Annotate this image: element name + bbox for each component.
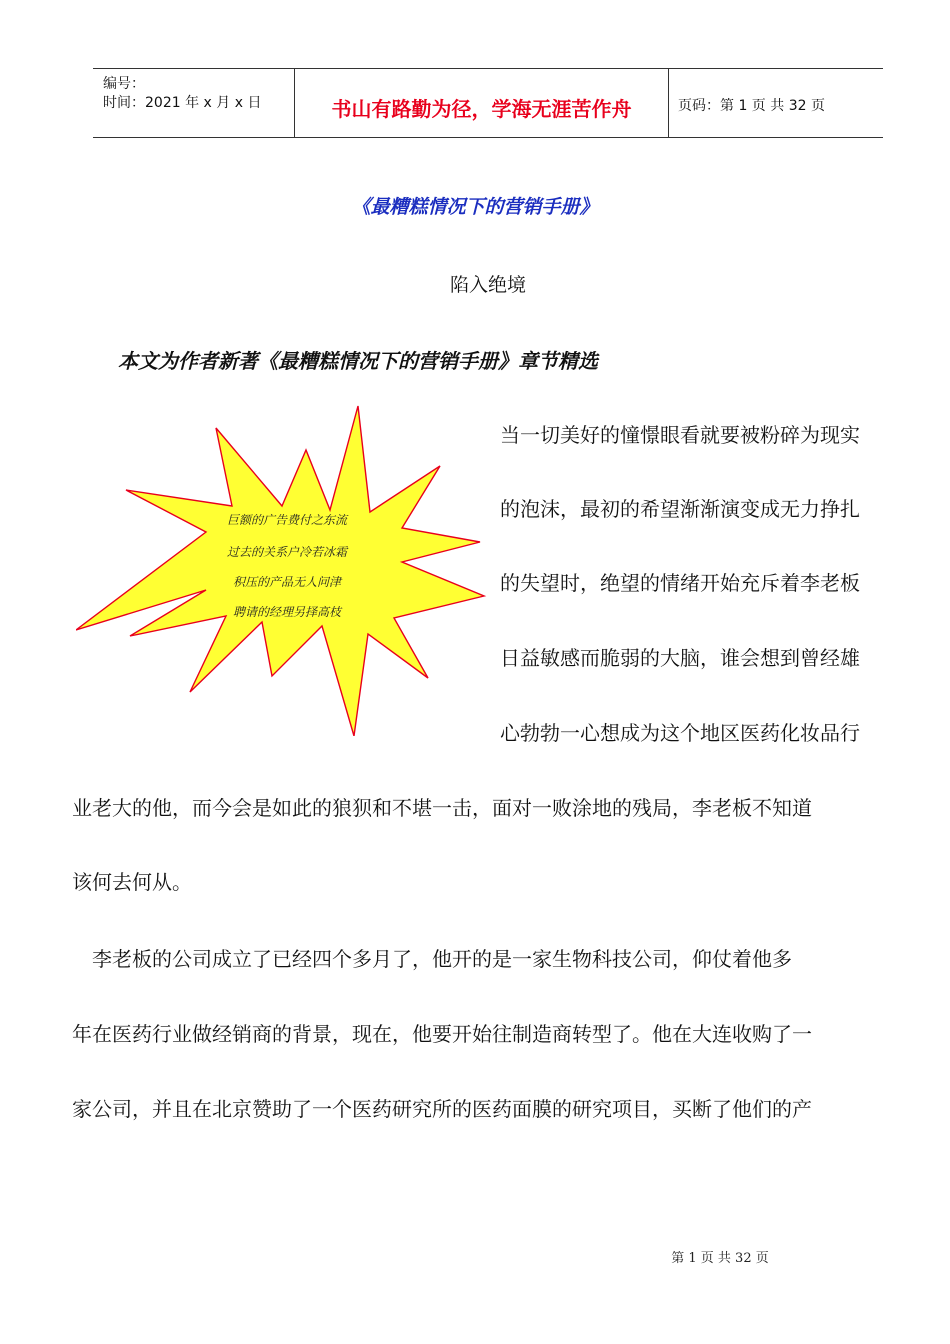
header-motto: 书山有路勤为径，学海无涯苦作舟 <box>331 97 632 121</box>
body-line-6: 业老大的他，而今会是如此的狼狈和不堪一击，面对一败涂地的残局，李老板不知道 <box>72 796 812 820</box>
document-title: 《最糟糕情况下的营销手册》 <box>351 196 599 218</box>
header-info-cell <box>93 69 294 137</box>
starburst-shape <box>76 406 484 736</box>
starburst-line-2: 过去的关系户冷若冰霜 <box>226 545 348 559</box>
footer-page-number: 第 1 页 共 32 页 <box>671 1251 769 1266</box>
body-line-3: 的失望时，绝望的情绪开始充斥着李老板 <box>500 571 860 595</box>
header-table <box>93 68 883 138</box>
lead-line: 本文为作者新著《最糟糕情况下的营销手册》章节精选 <box>118 349 598 373</box>
starburst-callout <box>76 404 494 736</box>
starburst-line-1: 巨额的广告费付之东流 <box>226 513 348 527</box>
body-line-8: 李老板的公司成立了已经四个多月了，他开的是一家生物科技公司，仰仗着他多 <box>72 947 792 971</box>
starburst-line-3: 积压的产品无人问津 <box>232 575 342 589</box>
document-number-label: 编号： <box>103 76 145 92</box>
body-line-5: 心勃勃一心想成为这个地区医药化妆品行 <box>500 721 860 745</box>
starburst-line-4: 聘请的经理另择高枝 <box>232 605 342 619</box>
document-time-label: 时间：2021 年 x 月 x 日 <box>103 95 262 111</box>
body-line-4: 日益敏感而脆弱的大脑，谁会想到曾经雄 <box>500 646 860 670</box>
chapter-subtitle: 陷入绝境 <box>449 274 526 296</box>
header-page-number: 页码：第 1 页 共 32 页 <box>678 98 825 114</box>
body-line-9: 年在医药行业做经销商的背景，现在，他要开始往制造商转型了。他在大连收购了一 <box>72 1022 812 1046</box>
body-line-1: 当一切美好的憧憬眼看就要被粉碎为现实 <box>500 423 860 447</box>
header-page-cell <box>668 69 883 137</box>
body-line-7: 该何去何从。 <box>72 870 192 894</box>
header-motto-cell <box>294 69 669 137</box>
body-line-2: 的泡沫，最初的希望渐渐演变成无力挣扎 <box>500 497 860 521</box>
body-line-10: 家公司，并且在北京赞助了一个医药研究所的医药面膜的研究项目，买断了他们的产 <box>72 1097 812 1121</box>
